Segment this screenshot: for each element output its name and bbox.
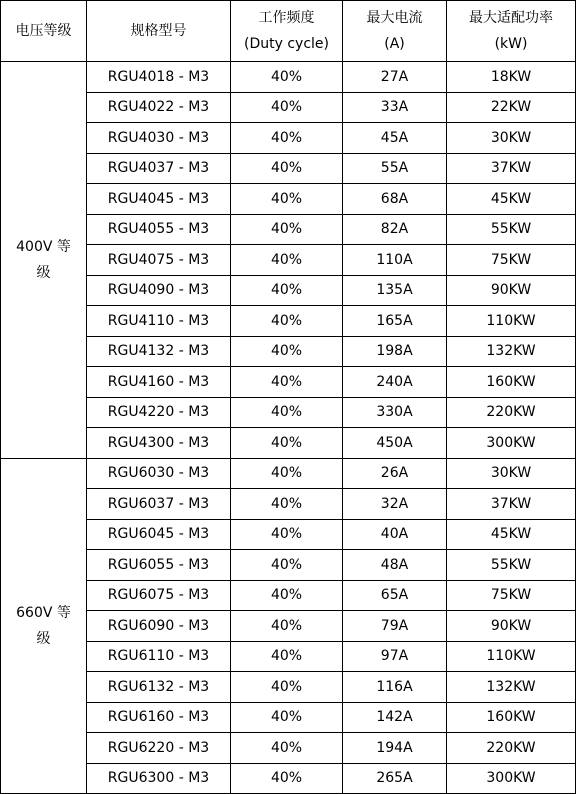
voltage-group-label: 660V 等 [16,604,71,621]
cell-model: RGU6037 - M3 [87,489,231,520]
cell-power: 110KW [447,306,576,337]
cell-current: 330A [343,397,447,428]
table-row [1,702,576,733]
table-row [1,550,576,581]
cell-power: 45KW [447,519,576,550]
header-duty-line1: 工作频度 [258,10,315,26]
table-row [1,123,576,154]
header-power [447,1,576,62]
cell-power: 37KW [447,153,576,184]
cell-duty: 40% [231,672,343,703]
cell-current: 450A [343,428,447,459]
cell-model: RGU4300 - M3 [87,428,231,459]
table-row [1,397,576,428]
table-row [1,306,576,337]
cell-duty: 40% [231,153,343,184]
cell-current: 240A [343,367,447,398]
cell-model: RGU4018 - M3 [87,62,231,93]
table-row [1,580,576,611]
cell-current: 165A [343,306,447,337]
cell-model: RGU6160 - M3 [87,702,231,733]
cell-duty: 40% [231,367,343,398]
cell-power: 300KW [447,763,576,794]
cell-model: RGU4220 - M3 [87,397,231,428]
header-current-line1: 最大电流 [366,10,423,26]
cell-model: RGU6300 - M3 [87,763,231,794]
cell-model: RGU6090 - M3 [87,611,231,642]
cell-current: 45A [343,123,447,154]
header-current [343,1,447,62]
cell-power: 90KW [447,275,576,306]
cell-power: 90KW [447,611,576,642]
table-row [1,214,576,245]
table-row [1,92,576,123]
cell-duty: 40% [231,245,343,276]
cell-power: 220KW [447,733,576,764]
cell-current: 110A [343,245,447,276]
cell-current: 142A [343,702,447,733]
table-row [1,733,576,764]
table-row [1,245,576,276]
cell-duty: 40% [231,611,343,642]
cell-model: RGU4160 - M3 [87,367,231,398]
cell-duty: 40% [231,428,343,459]
cell-current: 82A [343,214,447,245]
cell-duty: 40% [231,214,343,245]
cell-current: 68A [343,184,447,215]
cell-current: 27A [343,62,447,93]
cell-current: 198A [343,336,447,367]
table-row [1,611,576,642]
cell-current: 33A [343,92,447,123]
table-row [1,184,576,215]
cell-current: 40A [343,519,447,550]
cell-power: 132KW [447,672,576,703]
cell-duty: 40% [231,733,343,764]
header-voltage: 电压等级 [1,1,87,62]
cell-model: RGU4030 - M3 [87,123,231,154]
cell-current: 26A [343,458,447,489]
cell-current: 135A [343,275,447,306]
voltage-group-label: 级 [36,630,51,647]
cell-model: RGU4110 - M3 [87,306,231,337]
header-model: 规格型号 [87,1,231,62]
cell-power: 45KW [447,184,576,215]
cell-power: 22KW [447,92,576,123]
cell-duty: 40% [231,123,343,154]
cell-current: 79A [343,611,447,642]
cell-duty: 40% [231,62,343,93]
cell-model: RGU4022 - M3 [87,92,231,123]
cell-duty: 40% [231,306,343,337]
header-duty [231,1,343,62]
cell-current: 48A [343,550,447,581]
cell-power: 160KW [447,367,576,398]
cell-model: RGU4037 - M3 [87,153,231,184]
header-power-line2: (kW) [494,36,528,52]
cell-power: 37KW [447,489,576,520]
table-row [1,458,576,489]
voltage-group-cell [1,458,87,794]
cell-power: 132KW [447,336,576,367]
table-row [1,672,576,703]
cell-duty: 40% [231,580,343,611]
cell-duty: 40% [231,336,343,367]
table-row [1,641,576,672]
cell-power: 110KW [447,641,576,672]
cell-current: 97A [343,641,447,672]
cell-power: 75KW [447,580,576,611]
cell-model: RGU6030 - M3 [87,458,231,489]
cell-model: RGU6055 - M3 [87,550,231,581]
cell-model: RGU6045 - M3 [87,519,231,550]
header-duty-line2: (Duty cycle) [244,36,329,52]
table-row [1,763,576,794]
voltage-group-label: 400V 等 [16,238,71,255]
cell-model: RGU6110 - M3 [87,641,231,672]
cell-duty: 40% [231,763,343,794]
cell-duty: 40% [231,458,343,489]
cell-model: RGU6220 - M3 [87,733,231,764]
cell-current: 32A [343,489,447,520]
table-row [1,428,576,459]
table-row [1,336,576,367]
cell-power: 18KW [447,62,576,93]
cell-current: 194A [343,733,447,764]
cell-model: RGU4045 - M3 [87,184,231,215]
cell-model: RGU4075 - M3 [87,245,231,276]
cell-power: 160KW [447,702,576,733]
cell-model: RGU6075 - M3 [87,580,231,611]
header-current-line2: (A) [384,36,405,52]
table-row [1,489,576,520]
cell-duty: 40% [231,641,343,672]
cell-power: 30KW [447,123,576,154]
cell-duty: 40% [231,92,343,123]
cell-power: 300KW [447,428,576,459]
cell-power: 55KW [447,214,576,245]
cell-power: 220KW [447,397,576,428]
cell-duty: 40% [231,184,343,215]
header-power-line1: 最大适配功率 [469,10,553,26]
cell-current: 265A [343,763,447,794]
cell-model: RGU4090 - M3 [87,275,231,306]
cell-power: 75KW [447,245,576,276]
table-row [1,153,576,184]
cell-current: 55A [343,153,447,184]
header-row [1,1,576,62]
cell-duty: 40% [231,519,343,550]
cell-duty: 40% [231,275,343,306]
table-row [1,519,576,550]
cell-power: 55KW [447,550,576,581]
voltage-group-cell [1,62,87,459]
table-row [1,275,576,306]
cell-duty: 40% [231,397,343,428]
table-row [1,62,576,93]
cell-duty: 40% [231,550,343,581]
cell-current: 65A [343,580,447,611]
cell-duty: 40% [231,489,343,520]
cell-model: RGU4132 - M3 [87,336,231,367]
table-body [1,62,576,794]
table-row [1,367,576,398]
cell-power: 30KW [447,458,576,489]
cell-current: 116A [343,672,447,703]
cell-model: RGU6132 - M3 [87,672,231,703]
voltage-group-label: 级 [36,264,51,281]
cell-model: RGU4055 - M3 [87,214,231,245]
cell-duty: 40% [231,702,343,733]
